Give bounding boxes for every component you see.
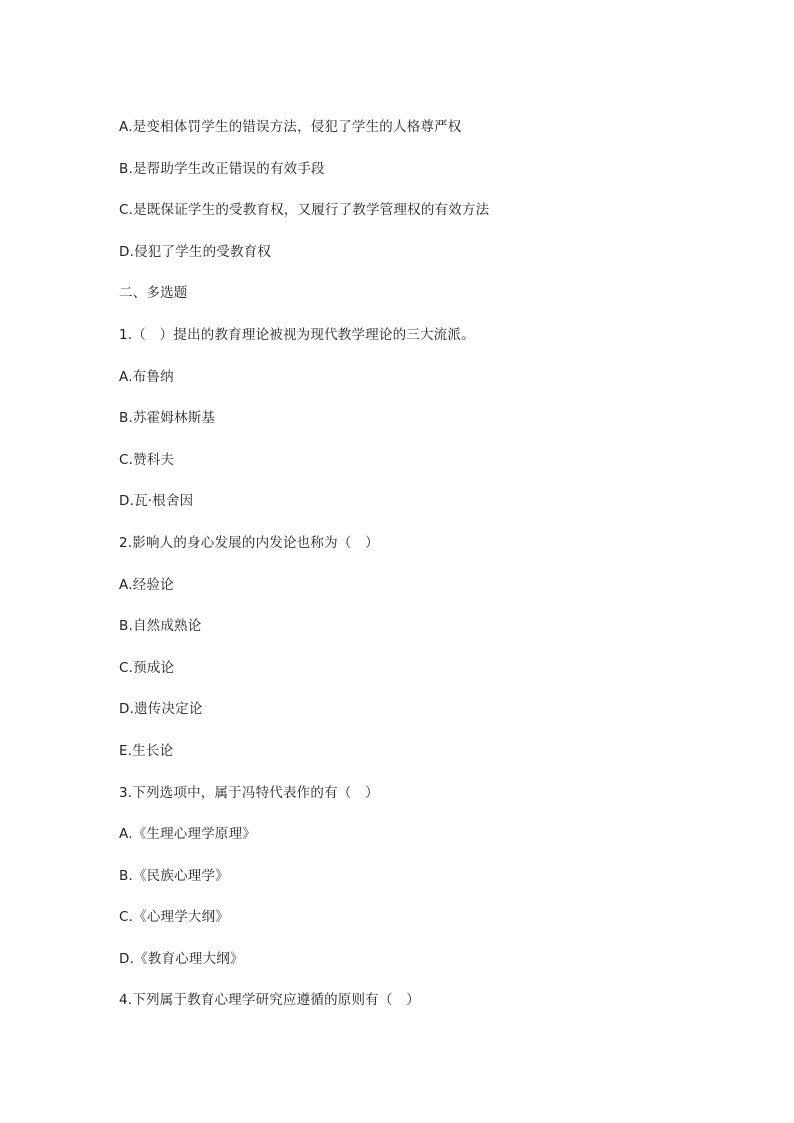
q2-option-c: C.预成论	[119, 659, 175, 676]
question-4: 4.下列属于教育心理学研究应遵循的原则有（ ）	[119, 992, 420, 1009]
q2-option-b: B.自然成熟论	[119, 618, 202, 635]
section-heading: 二、多选题	[119, 285, 188, 302]
q1-option-b: B.苏霍姆林斯基	[119, 410, 216, 427]
q2-option-d: D.遗传决定论	[119, 701, 203, 718]
option-c-prev: C.是既保证学生的受教育权，又履行了教学管理权的有效方法	[119, 202, 490, 219]
q1-option-c: C.赞科夫	[119, 451, 175, 468]
q3-option-c: C.《心理学大纲》	[119, 909, 230, 926]
q1-option-a: A.布鲁纳	[119, 368, 174, 385]
question-1: 1.（ ）提出的教育理论被视为现代教学理论的三大流派。	[119, 326, 475, 343]
option-d-prev: D.侵犯了学生的受教育权	[119, 243, 272, 260]
question-2: 2.影响人的身心发展的内发论也称为（ ）	[119, 534, 379, 551]
q3-option-a: A.《生理心理学原理》	[119, 826, 256, 843]
q3-option-b: B.《民族心理学》	[119, 867, 229, 884]
option-a-prev: A.是变相体罚学生的错误方法，侵犯了学生的人格尊严权	[119, 119, 462, 135]
q2-option-e: E.生长论	[119, 742, 174, 759]
question-content	[119, 117, 699, 1032]
q3-option-d: D.《教育心理大纲》	[119, 950, 244, 967]
question-3: 3.下列选项中，属于冯特代表作的有（ ）	[119, 784, 379, 801]
q2-option-a: A.经验论	[119, 576, 174, 593]
option-b-prev: B.是帮助学生改正错误的有效手段	[119, 160, 325, 177]
q1-option-d: D.瓦·根舍因	[119, 493, 194, 510]
